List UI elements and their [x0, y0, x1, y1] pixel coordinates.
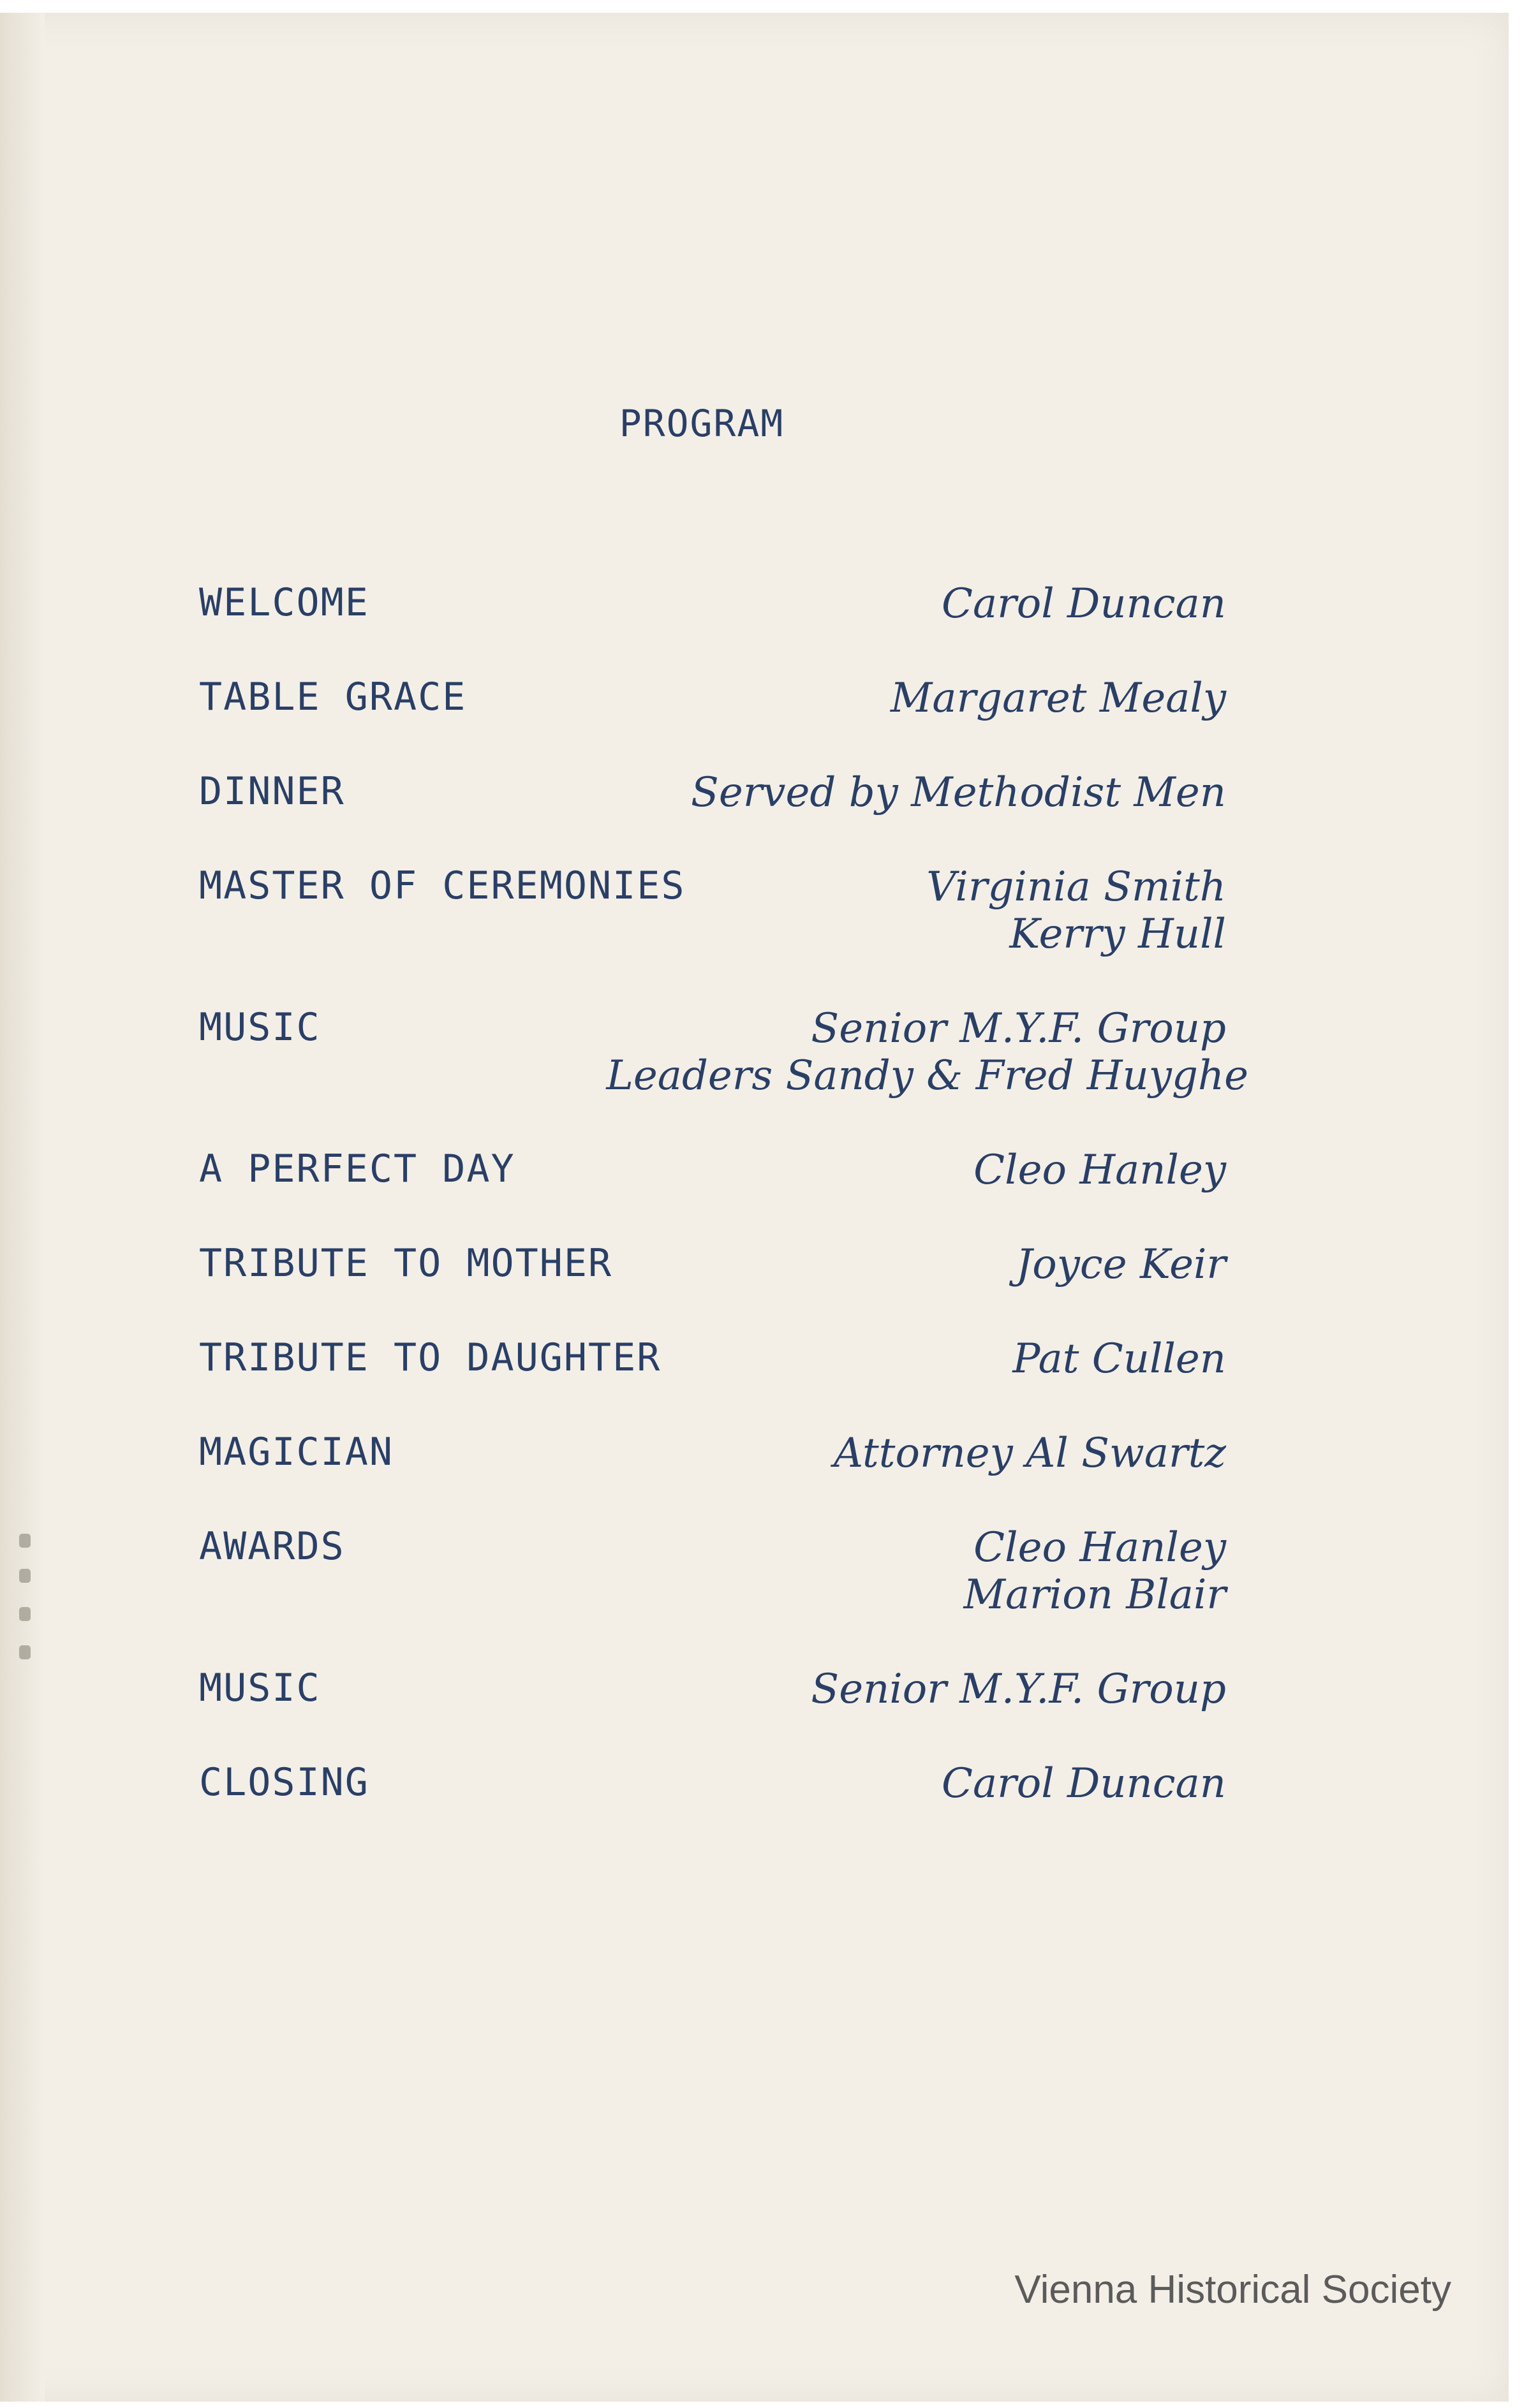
- program-item-label: DINNER: [199, 769, 345, 814]
- program-row-table-grace: [199, 675, 1226, 769]
- program-item-name: Attorney Al Swartz: [833, 1430, 1226, 1477]
- program-item-names: [926, 863, 1226, 958]
- staple-hole-icon: [19, 1569, 31, 1583]
- program-row-music-2: [199, 1666, 1226, 1760]
- program-item-name: Pat Cullen: [1012, 1335, 1226, 1383]
- program-item-name: Served by Methodist Men: [691, 769, 1226, 816]
- program-item-label: AWARDS: [199, 1524, 345, 1569]
- program-row-master-of-ceremonies: [199, 863, 1226, 1005]
- program-item-name: Marion Blair: [963, 1571, 1226, 1619]
- program-row-awards: [199, 1524, 1226, 1666]
- program-item-label: TRIBUTE TO DAUGHTER: [199, 1335, 662, 1380]
- program-item-name: Carol Duncan: [941, 1760, 1226, 1807]
- program-row-dinner: [199, 769, 1226, 863]
- program-row-magician: [199, 1430, 1226, 1524]
- program-item-name: Senior M.Y.F. Group: [811, 1005, 1226, 1052]
- program-item-label: MAGICIAN: [199, 1430, 394, 1474]
- program-item-name: Margaret Mealy: [890, 675, 1226, 722]
- program-row-a-perfect-day: [199, 1147, 1226, 1241]
- program-item-label: MUSIC: [199, 1666, 321, 1710]
- program-item-label: MASTER OF CEREMONIES: [199, 863, 686, 908]
- program-item-names: [811, 1666, 1226, 1713]
- program-row-welcome: [199, 580, 1226, 675]
- program-item-name: Cleo Hanley: [973, 1524, 1226, 1571]
- staple-hole-icon: [19, 1534, 31, 1548]
- program-row-tribute-to-daughter: [199, 1335, 1226, 1430]
- program-item-name: Leaders Sandy & Fred Huyghe: [606, 1052, 1248, 1099]
- program-item-names: [963, 1524, 1226, 1619]
- program-item-names: [1016, 1241, 1226, 1288]
- program-item-names: [691, 769, 1226, 816]
- program-item-label: MUSIC: [199, 1005, 321, 1050]
- staple-hole-icon: [19, 1645, 31, 1659]
- program-item-names: [606, 1005, 1248, 1099]
- program-item-names: [942, 1760, 1226, 1807]
- staple-hole-icon: [19, 1607, 31, 1621]
- program-item-label: A PERFECT DAY: [199, 1147, 515, 1191]
- program-row-music: [199, 1005, 1248, 1147]
- program-item-label: CLOSING: [199, 1760, 369, 1805]
- program-item-names: [1012, 1335, 1226, 1383]
- program-item-name: Cleo Hanley: [973, 1147, 1226, 1194]
- program-item-name: Carol Duncan: [941, 580, 1226, 628]
- watermark-text: Vienna Historical Society: [1014, 2268, 1451, 2312]
- program-row-closing: [199, 1760, 1226, 1854]
- program-item-names: [834, 1430, 1226, 1477]
- program-item-label: WELCOME: [199, 580, 369, 625]
- program-item-label: TRIBUTE TO MOTHER: [199, 1241, 613, 1286]
- program-item-name: Senior M.Y.F. Group: [811, 1666, 1226, 1713]
- program-list: [199, 580, 1248, 1854]
- program-item-label: TABLE GRACE: [199, 675, 467, 719]
- program-page: [0, 13, 1509, 2402]
- program-item-names: [891, 675, 1226, 722]
- program-item-name: Virginia Smith: [926, 863, 1226, 911]
- program-item-names: [942, 580, 1226, 628]
- page-title: PROGRAM: [619, 402, 785, 445]
- program-item-name: Kerry Hull: [1009, 911, 1226, 958]
- page-fold-shadow: [0, 13, 45, 2402]
- program-item-name: Joyce Keir: [1016, 1241, 1226, 1288]
- program-item-names: [973, 1147, 1226, 1194]
- program-row-tribute-to-mother: [199, 1241, 1226, 1335]
